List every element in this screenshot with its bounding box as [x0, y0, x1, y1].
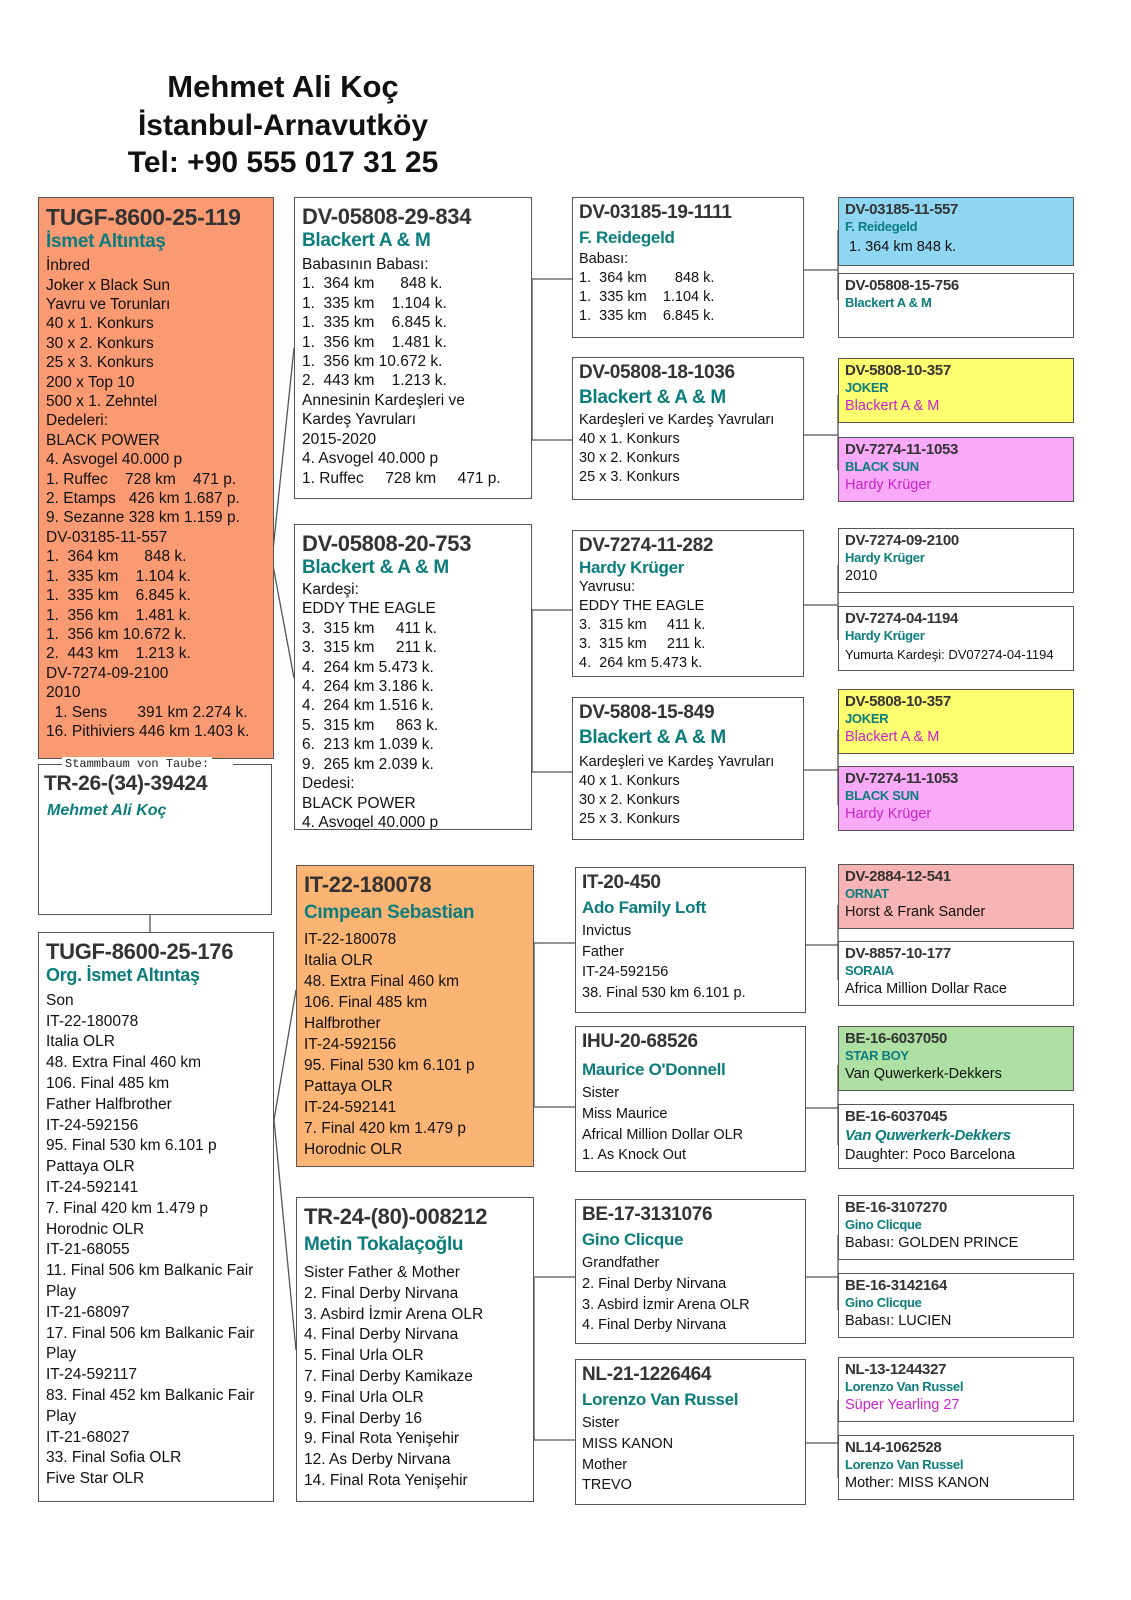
detail-line: Kardeşleri ve Kardeş Yavruları: [579, 411, 775, 428]
gen3-ring: DV-03185-11-557: [845, 201, 959, 218]
stammbaum-title: Stammbaum von Taube:: [62, 757, 212, 771]
detail-line: IT-24-592156: [304, 1036, 397, 1054]
detail-line: 1. 356 km 10.672 k.: [46, 625, 187, 643]
gen2-owner: Gino Clicque: [582, 1229, 684, 1249]
gen3-owner: Van Quwerkerk-Dekkers: [845, 1127, 1011, 1144]
detail-line: 3. 315 km 411 k.: [579, 617, 706, 634]
detail-line: Kardeş Yavruları: [302, 411, 417, 429]
detail-line: 6. 213 km 1.039 k.: [302, 736, 434, 754]
gen3-owner: JOKER: [845, 711, 889, 726]
gen3-ring: NL14-1062528: [845, 1439, 942, 1456]
breeder-location: İstanbul-Arnavutköy: [137, 108, 429, 142]
gen3-owner: F. Reidegeld: [845, 219, 918, 234]
gen3-card: [838, 197, 1074, 266]
detail-line: 9. Final Rota Yenişehir: [304, 1430, 460, 1448]
dam-ring: TUGF-8600-25-176: [46, 939, 234, 964]
detail-line: 17. Final 506 km Balkanic Fair: [46, 1324, 255, 1342]
gen3-ring: DV-2884-12-541: [845, 868, 951, 885]
gen3-ring: NL-13-1244327: [845, 1361, 947, 1378]
gen2-owner: Ado Family Loft: [582, 897, 706, 917]
gen1-card: [294, 197, 532, 499]
gen1-ring: DV-05808-29-834: [302, 204, 472, 229]
detail-line: 4. Asvogel 40.000 p: [302, 813, 439, 830]
gen3-detail: Blackert A & M: [845, 397, 940, 414]
pedigree-header: [118, 68, 448, 182]
gen3-detail: Yumurta Kardeşi: DV07274-04-1194: [845, 646, 1054, 662]
gen3-owner: SORAIA: [845, 963, 894, 978]
gen3-card: [838, 606, 1074, 671]
detail-line: 2. 443 km 1.213 k.: [302, 372, 447, 390]
gen2-ring: DV-05808-18-1036: [579, 362, 735, 383]
detail-line: IT-24-592117: [46, 1366, 138, 1384]
detail-line: EDDY THE EAGLE: [579, 598, 705, 615]
detail-line: Five Star OLR: [46, 1470, 145, 1488]
gen3-owner: Lorenzo Van Russel: [845, 1379, 964, 1394]
gen2-card: [572, 530, 804, 677]
gen1-details: [302, 255, 524, 488]
detail-line: Pattaya OLR: [304, 1078, 393, 1096]
detail-line: DV-03185-11-557: [46, 528, 168, 546]
detail-line: Father: [582, 943, 624, 960]
gen3-detail: Babası: LUCIEN: [845, 1312, 952, 1329]
detail-line: Horodnic OLR: [304, 1141, 403, 1159]
detail-line: 95. Final 530 km 6.101 p: [304, 1057, 475, 1075]
gen1-owner: Blackert A & M: [302, 230, 431, 252]
stammbaum-ring: TR-26-(34)-39424: [44, 772, 208, 795]
gen2-card: [575, 867, 806, 1013]
detail-line: 3. Asbird İzmir Arena OLR: [304, 1305, 484, 1323]
gen1-ring: DV-05808-20-753: [302, 531, 472, 556]
gen1-owner: Metin Tokalaçoğlu: [304, 1234, 464, 1256]
stammbaum-owner: Mehmet Ali Koç: [47, 802, 167, 819]
detail-line: IT-21-68055: [46, 1241, 130, 1259]
detail-line: 200 x Top 10: [46, 373, 135, 391]
detail-line: 1. As Knock Out: [582, 1147, 686, 1164]
detail-line: Play: [46, 1407, 77, 1425]
gen3-card: [838, 1026, 1074, 1091]
detail-line: 1. Ruffec 728 km 471 p.: [302, 469, 501, 487]
gen3-detail: Hardy Krüger: [845, 476, 932, 493]
detail-line: Africal Million Dollar OLR: [582, 1126, 744, 1143]
gen2-details: [579, 250, 797, 326]
gen2-details: [579, 578, 797, 673]
gen3-card: [838, 689, 1074, 754]
detail-line: Sister Father & Mother: [304, 1264, 460, 1282]
gen3-detail: Babası: GOLDEN PRINCE: [845, 1234, 1019, 1251]
gen3-ring: DV-7274-09-2100: [845, 532, 959, 549]
detail-line: 25 x 3. Konkurs: [579, 810, 680, 827]
detail-line: Dedesi:: [302, 775, 355, 793]
gen2-owner: F. Reidegeld: [579, 227, 675, 247]
gen3-owner: Hardy Krüger: [845, 550, 925, 565]
detail-line: 3. Asbird İzmir Arena OLR: [582, 1296, 750, 1313]
detail-line: 2. 443 km 1.213 k.: [46, 645, 191, 663]
gen1-owner: Blackert & A & M: [302, 557, 449, 579]
gen3-owner: BLACK SUN: [845, 459, 919, 474]
gen3-card: [838, 437, 1074, 502]
detail-line: 14. Final Rota Yenişehir: [304, 1472, 468, 1490]
detail-line: Italia OLR: [304, 952, 373, 970]
gen2-card: [575, 1199, 806, 1344]
breeder-name: Mehmet Ali Koç: [167, 69, 399, 104]
detail-line: Invictus: [582, 923, 632, 940]
gen3-owner: Lorenzo Van Russel: [845, 1457, 964, 1472]
detail-line: 9. 265 km 2.039 k.: [302, 755, 434, 773]
detail-line: 3. 315 km 211 k.: [302, 639, 437, 657]
gen1-ring: IT-22-180078: [304, 872, 432, 897]
gen2-card: [572, 357, 804, 500]
gen3-owner: Gino Clicque: [845, 1217, 922, 1232]
detail-line: 1. 356 km 1.481 k.: [302, 333, 447, 351]
detail-line: 2. Final Derby Nirvana: [582, 1275, 727, 1292]
gen2-card: [572, 697, 804, 840]
detail-line: 1. 356 km 1.481 k.: [46, 606, 191, 624]
gen3-ring: DV-7274-11-1053: [845, 441, 959, 458]
breeder-phone: Tel: +90 555 017 31 25: [127, 146, 439, 180]
detail-line: EDDY THE EAGLE: [302, 600, 436, 618]
detail-line: IT-24-592141: [46, 1178, 139, 1196]
detail-line: IT-22-180078: [304, 931, 397, 949]
gen3-card: [838, 941, 1074, 1006]
detail-line: 25 x 3. Konkurs: [46, 354, 154, 372]
detail-line: 106. Final 485 km: [46, 1074, 170, 1092]
gen3-owner: JOKER: [845, 380, 889, 395]
detail-line: 5. 315 km 863 k.: [302, 716, 439, 734]
detail-line: 3. 315 km 411 k.: [302, 619, 437, 637]
detail-line: 1. Ruffec 728 km 471 p.: [46, 470, 237, 488]
detail-line: 7. Final 420 km 1.479 p: [46, 1199, 208, 1217]
detail-line: Play: [46, 1345, 77, 1363]
gen1-card: [296, 1197, 534, 1502]
gen2-ring: DV-5808-15-849: [579, 702, 715, 723]
gen3-card: [838, 1435, 1074, 1500]
gen3-owner: ORNAT: [845, 886, 889, 901]
detail-line: 1. 356 km 10.672 k.: [302, 353, 443, 371]
detail-line: 9. Sezanne 328 km 1.159 p.: [46, 509, 240, 527]
dam-owner: Org. İsmet Altıntaş: [46, 965, 200, 986]
detail-line: 2015-2020: [302, 430, 377, 448]
gen2-details: [579, 411, 797, 487]
detail-line: IT-22-180078: [46, 1012, 139, 1030]
detail-line: 30 x 2. Konkurs: [579, 791, 680, 808]
gen3-card: [838, 1104, 1074, 1169]
gen2-card: [575, 1026, 806, 1172]
gen3-ring: DV-8857-10-177: [845, 945, 951, 962]
dam-card: [38, 932, 274, 1502]
gen1-card: [296, 865, 534, 1167]
detail-line: 48. Extra Final 460 km: [304, 973, 460, 991]
gen2-owner: Blackert & A & M: [579, 386, 726, 408]
detail-line: IT-21-68097: [46, 1303, 130, 1321]
gen3-ring: DV-7274-11-1053: [845, 770, 959, 787]
detail-line: 1. 335 km 6.845 k.: [46, 587, 191, 605]
gen3-detail: Süper Yearling 27: [845, 1396, 960, 1413]
gen3-detail: Daughter: Poco Barcelona: [845, 1146, 1016, 1163]
main-bird-card: [38, 197, 274, 759]
stammbaum-border-right: [233, 764, 272, 765]
detail-line: Dedeleri:: [46, 412, 109, 430]
gen2-owner: Hardy Krüger: [579, 557, 685, 577]
gen2-details: [582, 1413, 799, 1496]
gen3-card: [838, 528, 1074, 593]
gen3-owner: Blackert A & M: [845, 295, 932, 310]
gen3-ring: DV-05808-15-756: [845, 277, 959, 294]
gen3-detail: Van Quwerkerk-Dekkers: [845, 1065, 1002, 1082]
detail-line: İnbred: [46, 257, 90, 275]
detail-line: 33. Final Sofia OLR: [46, 1449, 182, 1467]
detail-line: 2010: [46, 684, 81, 702]
detail-line: Kardeşleri ve Kardeş Yavruları: [579, 753, 775, 770]
gen3-detail: Blackert A & M: [845, 728, 940, 745]
detail-line: IT-24-592156: [582, 964, 669, 981]
gen3-owner: BLACK SUN: [845, 788, 919, 803]
detail-line: 1. 335 km 1.104 k.: [302, 294, 447, 312]
main-bird-details: [46, 256, 266, 741]
detail-line: 2. Final Derby Nirvana: [304, 1284, 459, 1302]
detail-line: 30 x 2. Konkurs: [46, 334, 154, 352]
detail-line: Pattaya OLR: [46, 1158, 135, 1176]
gen3-detail: Mother: MISS KANON: [845, 1474, 990, 1491]
detail-line: 95. Final 530 km 6.101 p: [46, 1137, 217, 1155]
gen3-card: [838, 1273, 1074, 1338]
detail-line: 40 x 1. Konkurs: [579, 772, 680, 789]
detail-line: Mother: [582, 1456, 628, 1473]
detail-line: 1. 335 km 6.845 k.: [302, 314, 447, 332]
gen3-card: [838, 864, 1074, 929]
gen1-details: [304, 1263, 526, 1492]
gen3-ring: BE-16-3142164: [845, 1277, 948, 1294]
gen2-details: [582, 921, 799, 1003]
detail-line: Son: [46, 991, 74, 1009]
detail-line: IT-21-68027: [46, 1428, 130, 1446]
gen1-ring: TR-24-(80)-008212: [304, 1204, 488, 1229]
detail-line: 4. 264 km 3.186 k.: [302, 678, 434, 696]
gen3-ring: DV-7274-04-1194: [845, 610, 959, 627]
main-bird-ring: TUGF-8600-25-119: [46, 204, 241, 230]
gen2-details: [582, 1253, 799, 1336]
detail-line: IT-24-592156: [46, 1116, 139, 1134]
detail-line: IT-24-592141: [304, 1099, 397, 1117]
gen1-details: [302, 580, 524, 830]
gen3-owner: Hardy Krüger: [845, 628, 925, 643]
detail-line: 4. 264 km 1.516 k.: [302, 697, 434, 715]
gen2-ring: DV-03185-19-1111: [579, 202, 732, 223]
detail-line: Kardeşi:: [302, 581, 359, 599]
gen2-card: [572, 197, 804, 338]
detail-line: 4. 264 km 5.473 k.: [579, 655, 703, 672]
gen3-detail: 2010: [845, 567, 878, 584]
gen3-owner: STAR BOY: [845, 1048, 909, 1063]
detail-line: 500 x 1. Zehntel: [46, 393, 158, 411]
detail-line: 30 x 2. Konkurs: [579, 449, 680, 466]
detail-line: Father Halfbrother: [46, 1095, 172, 1113]
detail-line: TREVO: [582, 1477, 632, 1494]
gen3-detail: Horst & Frank Sander: [845, 903, 986, 920]
detail-line: 40 x 1. Konkurs: [46, 315, 154, 333]
detail-line: Italia OLR: [46, 1033, 115, 1051]
gen3-card: [838, 358, 1074, 423]
dam-details: [46, 991, 266, 1490]
detail-line: 4. Final Derby Nirvana: [304, 1326, 459, 1344]
gen2-owner: Lorenzo Van Russel: [582, 1389, 739, 1409]
gen2-ring: BE-17-3131076: [582, 1204, 713, 1225]
detail-line: BLACK POWER: [46, 431, 160, 449]
detail-line: 4. Asvogel 40.000 p: [302, 450, 439, 468]
gen1-owner: Cımpean Sebastian: [304, 902, 475, 924]
gen2-owner: Blackert & A & M: [579, 726, 726, 748]
gen3-card: [838, 1357, 1074, 1422]
gen2-details: [582, 1083, 799, 1166]
gen3-ring: DV-5808-10-357: [845, 362, 951, 379]
detail-line: 1. 364 km 848 k.: [579, 270, 715, 287]
gen1-details: [304, 929, 526, 1160]
gen1-card: [294, 524, 532, 830]
detail-line: 40 x 1. Konkurs: [579, 430, 680, 447]
detail-line: 25 x 3. Konkurs: [579, 468, 680, 485]
detail-line: Babasının Babası:: [302, 256, 429, 274]
gen2-ring: DV-7274-11-282: [579, 535, 714, 556]
detail-line: 9. Final Urla OLR: [304, 1388, 424, 1406]
gen3-card: [838, 1195, 1074, 1260]
stammbaum-border-left: [38, 764, 62, 765]
detail-line: 1. 335 km 1.104 k.: [46, 567, 191, 585]
detail-line: Yavrusu:: [579, 579, 636, 596]
gen2-owner: Maurice O'Donnell: [582, 1059, 726, 1079]
gen3-card: [838, 766, 1074, 831]
detail-line: Yavru ve Torunları: [46, 296, 171, 313]
detail-line: 1. 364 km 848 k.: [302, 275, 443, 293]
gen3-ring: DV-5808-10-357: [845, 693, 951, 710]
gen3-detail: Africa Million Dollar Race: [845, 980, 1007, 997]
gen3-detail: Hardy Krüger: [845, 805, 932, 822]
detail-line: 7. Final 420 km 1.479 p: [304, 1120, 466, 1138]
detail-line: 1. Sens 391 km 2.274 k.: [46, 703, 248, 721]
gen3-card: [838, 273, 1074, 338]
detail-line: BLACK POWER: [302, 794, 416, 812]
gen2-details: [579, 753, 797, 829]
gen2-ring: IT-20-450: [582, 872, 661, 893]
gen2-ring: NL-21-1226464: [582, 1364, 712, 1385]
detail-line: Horodnic OLR: [46, 1220, 145, 1238]
gen3-ring: BE-16-3107270: [845, 1199, 948, 1216]
detail-line: MISS KANON: [582, 1435, 674, 1452]
gen3-detail: 1. 364 km 848 k.: [849, 238, 957, 255]
detail-line: 83. Final 452 km Balkanic Fair: [46, 1386, 255, 1404]
gen3-ring: BE-16-6037050: [845, 1030, 948, 1047]
detail-line: DV-7274-09-2100: [46, 664, 169, 682]
detail-line: 3. 315 km 211 k.: [579, 636, 706, 653]
detail-line: 7. Final Derby Kamikaze: [304, 1368, 473, 1386]
detail-line: 4. 264 km 5.473 k.: [302, 658, 434, 676]
detail-line: 48. Extra Final 460 km: [46, 1054, 202, 1072]
gen2-card: [575, 1359, 806, 1505]
detail-line: 9. Final Derby 16: [304, 1409, 423, 1427]
detail-line: Miss Maurice: [582, 1105, 668, 1122]
detail-line: 1. 335 km 6.845 k.: [579, 308, 715, 325]
detail-line: Babası:: [579, 251, 629, 268]
detail-line: Joker x Black Sun: [46, 276, 171, 294]
detail-line: 1. 335 km 1.104 k.: [579, 289, 715, 306]
detail-line: 4. Final Derby Nirvana: [582, 1317, 727, 1334]
main-bird-owner: İsmet Altıntaş: [46, 231, 166, 253]
detail-line: Halfbrother: [304, 1015, 381, 1033]
gen3-owner: Gino Clicque: [845, 1295, 922, 1310]
detail-line: Sister: [582, 1085, 620, 1102]
detail-line: 11. Final 506 km Balkanic Fair: [46, 1262, 254, 1280]
detail-line: 16. Pithiviers 446 km 1.403 k.: [46, 722, 250, 740]
gen2-ring: IHU-20-68526: [582, 1031, 698, 1052]
detail-line: 1. 364 km 848 k.: [46, 548, 187, 566]
detail-line: Play: [46, 1282, 77, 1300]
gen3-ring: BE-16-6037045: [845, 1108, 948, 1125]
detail-line: 5. Final Urla OLR: [304, 1347, 424, 1365]
detail-line: Sister: [582, 1415, 620, 1432]
detail-line: 4. Asvogel 40.000 p: [46, 451, 183, 469]
detail-line: Grandfather: [582, 1255, 660, 1272]
detail-line: 106. Final 485 km: [304, 994, 428, 1012]
detail-line: 38. Final 530 km 6.101 p.: [582, 984, 746, 1001]
detail-line: Annesinin Kardeşleri ve: [302, 391, 465, 409]
detail-line: 2. Etamps 426 km 1.687 p.: [46, 490, 240, 508]
detail-line: 12. As Derby Nirvana: [304, 1451, 451, 1469]
